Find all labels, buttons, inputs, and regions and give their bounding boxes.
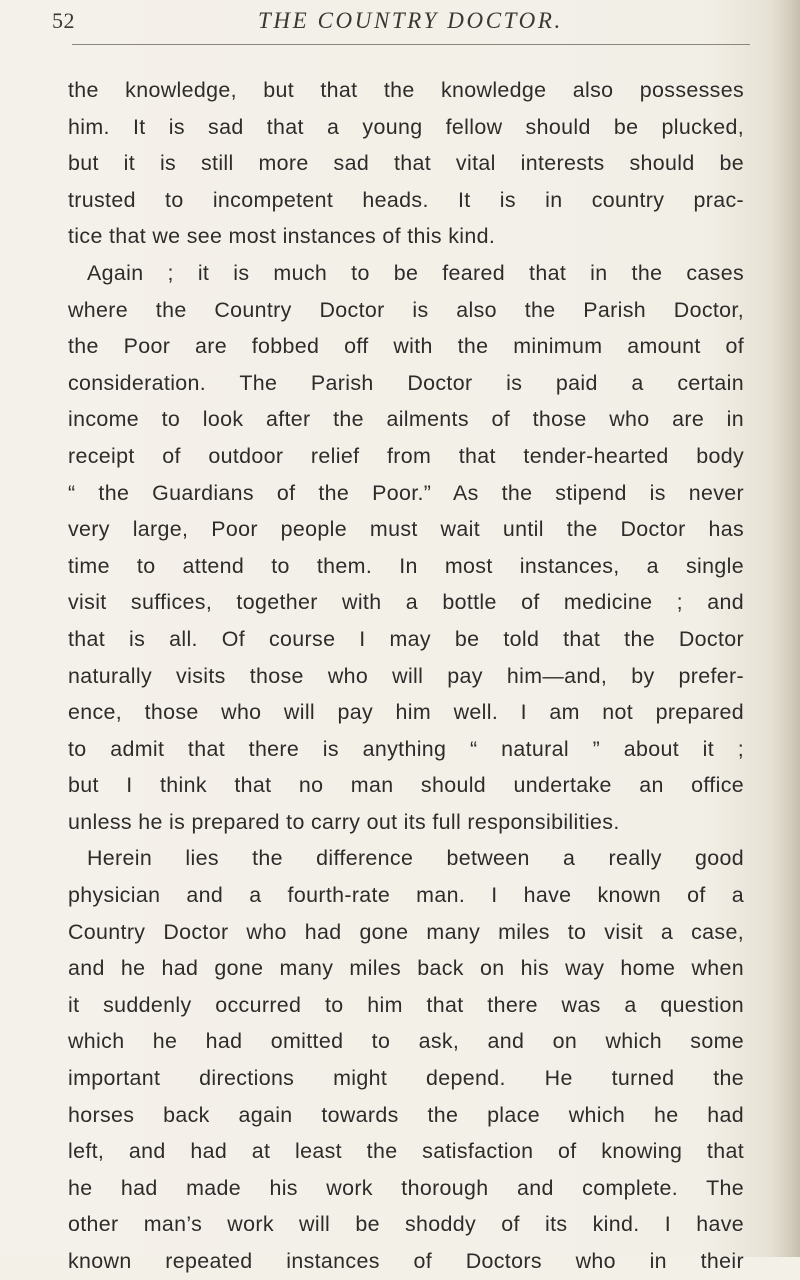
text-line: but I think that no man should undertake an office: [68, 773, 744, 798]
text-line: naturally visits those who will pay him—and, by prefer-: [68, 663, 744, 688]
text-line: physician and a fourth-rate man. I have known of a: [68, 883, 744, 908]
text-line: “ the Guardians of the Poor.” As the stipend is never: [68, 480, 744, 505]
text-line: Again ; it is much to be feared that in the cases: [87, 260, 744, 285]
text-line: left, and had at least the satisfaction of knowing that: [68, 1139, 744, 1164]
text-line: the knowledge, but that the knowledge also possesses: [68, 78, 744, 102]
text-line: to admit that there is anything “ natural ” about it ;: [68, 736, 744, 761]
page-edge-shadow: [772, 0, 800, 1257]
text-line: it suddenly occurred to him that there was a question: [68, 992, 744, 1017]
text-line: receipt of outdoor relief from that tender-hearted body: [68, 443, 744, 468]
page-number: 52: [52, 8, 75, 33]
text-line: tice that we see most instances of this kind.: [68, 224, 496, 249]
running-head: THE COUNTRY DOCTOR.: [258, 8, 563, 33]
text-line: very large, Poor people must wait until the Doctor has: [68, 517, 744, 542]
body-text: [68, 72, 744, 1280]
text-line: unless he is prepared to carry out its full responsibilities.: [68, 809, 620, 834]
text-line: time to attend to them. In most instances, a single: [68, 553, 744, 578]
text-line: other man’s work will be shoddy of its kind. I have: [68, 1212, 744, 1237]
page-header: [52, 8, 752, 48]
text-line: consideration. The Parish Doctor is paid a certain: [68, 370, 744, 395]
text-line: Country Doctor who had gone many miles to visit a case,: [68, 919, 744, 944]
text-line: horses back again towards the place which he had: [68, 1102, 744, 1127]
text-line: he had made his work thorough and complete. The: [68, 1175, 744, 1200]
text-line: him. It is sad that a young fellow should be plucked,: [68, 114, 744, 139]
text-line: ence, those who will pay him well. I am not prepared: [68, 700, 744, 725]
text-line: which he had omitted to ask, and on which some: [68, 1029, 744, 1054]
text-line: Herein lies the difference between a really good: [87, 846, 744, 871]
text-line: known repeated instances of Doctors who in their: [68, 1249, 744, 1273]
text-line: but it is still more sad that vital interests should be: [68, 151, 744, 176]
text-line: the Poor are fobbed off with the minimum amount of: [68, 334, 744, 359]
text-line: income to look after the ailments of those who are in: [68, 407, 744, 432]
header-rule: [72, 44, 750, 45]
text-line: where the Country Doctor is also the Parish Doctor,: [68, 297, 744, 322]
text-line: and he had gone many miles back on his way home when: [68, 956, 744, 981]
text-line: that is all. Of course I may be told that the Doctor: [68, 626, 744, 651]
text-line: trusted to incompetent heads. It is in country prac-: [68, 187, 744, 212]
text-line: visit suffices, together with a bottle of medicine ; and: [68, 590, 744, 615]
text-line: important directions might depend. He turned the: [68, 1066, 744, 1091]
